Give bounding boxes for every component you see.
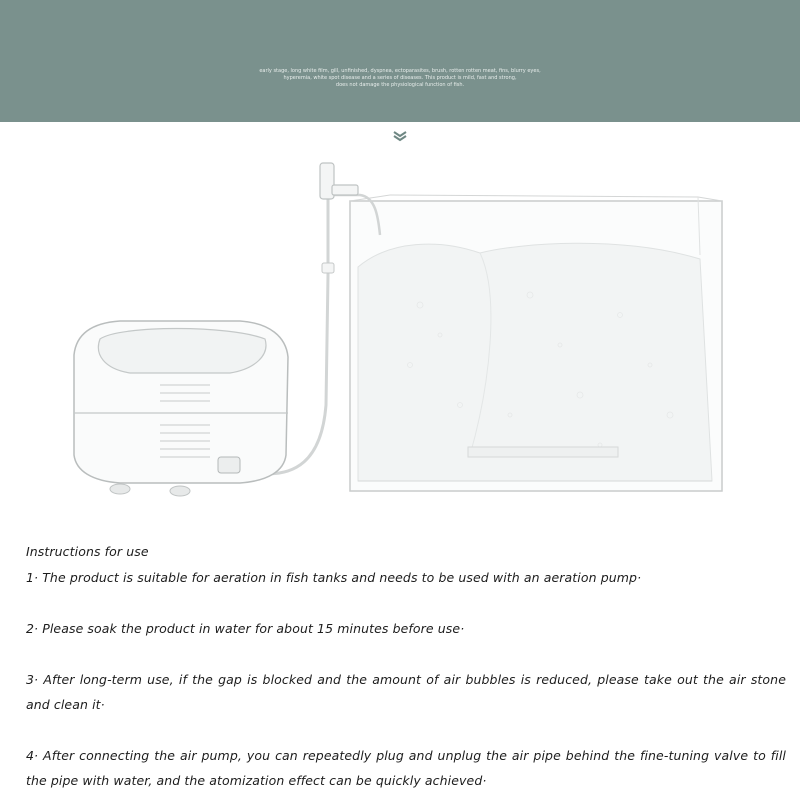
instruction-step-1: 1· The product is suitable for aeration in fish tanks and needs to be used with an aeration pump· <box>26 570 642 585</box>
instructions-section <box>26 542 786 793</box>
instructions-title: Instructions for use <box>26 544 149 559</box>
air-pump <box>74 321 288 496</box>
instruction-step-2: 2· Please soak the product in water for about 15 minutes before use· <box>26 621 465 636</box>
instruction-step-3: 3· After long-term use, if the gap is blocked and the amount of air bubbles is reduced, please take out the air stone and clean it· <box>26 672 786 712</box>
double-chevron-down-icon <box>391 130 409 142</box>
banner-caption-line: hyperemia, white spot disease and a series of diseases. This product is mild, fast and strong, <box>283 75 517 81</box>
fish-tank <box>350 195 722 491</box>
instruction-step-4: 4· After connecting the air pump, you can repeatedly plug and unplug the air pipe behind the fine-tuning valve to fill the pipe with water, and the atomization effect can be quickly achieved· <box>26 748 786 788</box>
banner-caption-line: early stage, long white film, gill, unfinished, dyspnea, ectoparasites, brush, rotten rotten meat, fins, blurry eyes, <box>259 68 541 74</box>
aquarium-pump-illustration <box>60 155 740 515</box>
banner-caption <box>150 68 650 89</box>
banner-caption-line: does not damage the physiological function of fish. <box>335 82 465 88</box>
top-banner <box>0 0 800 122</box>
